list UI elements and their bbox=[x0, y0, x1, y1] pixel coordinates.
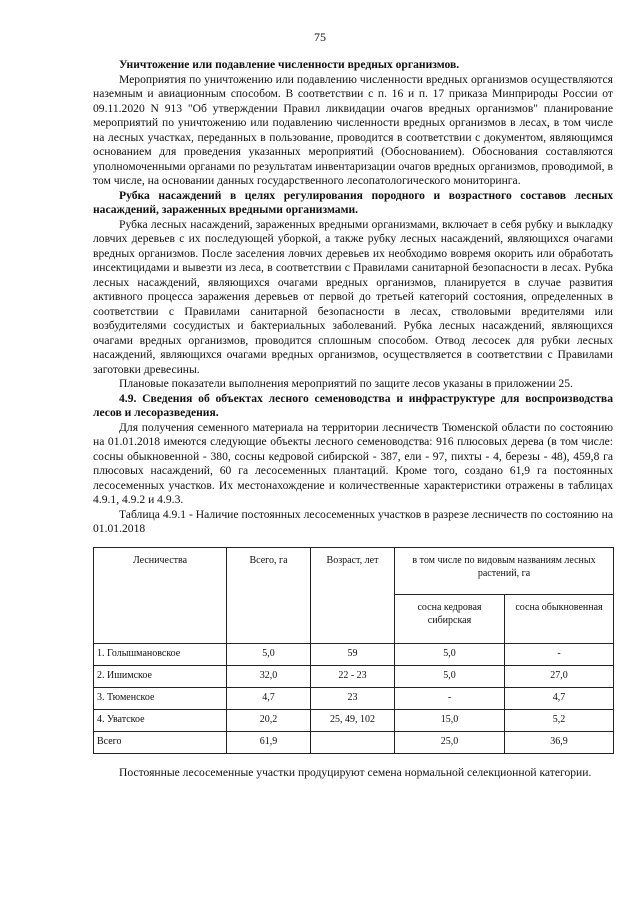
cell-age: 22 - 23 bbox=[311, 665, 395, 687]
paragraph-plan-indicators: Плановые показатели выполнения мероприятий по защите лесов указаны в приложении 25. bbox=[119, 377, 573, 390]
cell-age: 59 bbox=[311, 643, 395, 665]
table-row bbox=[94, 687, 614, 709]
paragraph-seed-objects: Для получения семенного материала на территории лесничеств Тюменской области по состоянию на 01.01.2018 имеются следующие объекты лесного семеноводства: 916 плюсовых дерева (в том числе: сосны обыкновенной - 380, сосны кедровой сибирской - 387, ели - 97, пихты - 4, березы - 48), 459,8 га плюсовых насаждений, 60 га лесосеменных плантаций. Кроме того, создано 61,9 га постоянных лесосеменных участков. Их местонахождение и количественные характеристики отражены в таблицах 4.9.1, 4.9.2 и 4.9.3. bbox=[93, 420, 613, 506]
table-row-total bbox=[94, 731, 614, 753]
cell-age: 23 bbox=[311, 687, 395, 709]
table-row bbox=[94, 643, 614, 665]
cell-total: 61,9 bbox=[227, 731, 311, 753]
cell-scots-pine: 27,0 bbox=[505, 665, 614, 687]
cell-scots-pine: 36,9 bbox=[505, 731, 614, 753]
cell-siberian-pine: 15,0 bbox=[395, 709, 505, 731]
cell-total: 4,7 bbox=[227, 687, 311, 709]
header-siberian-pine: сосна кедровая сибирская bbox=[395, 594, 505, 643]
heading-sanitary-felling: Рубка насаждений в целях регулирования породного и возрастного составов лесных насаждений, зараженных вредными организмами. bbox=[93, 188, 613, 216]
cell-age: 25, 49, 102 bbox=[311, 709, 395, 731]
cell-total: 32,0 bbox=[227, 665, 311, 687]
header-age: Возраст, лет bbox=[311, 547, 395, 643]
header-species-group: в том числе по видовым названиям лесных растений, га bbox=[395, 547, 614, 594]
cell-siberian-pine: 25,0 bbox=[395, 731, 505, 753]
header-scots-pine: сосна обыкновенная bbox=[505, 594, 614, 643]
paragraph-sanitary-felling: Рубка лесных насаждений, зараженных вредными организмами, включает в себя рубку и выкладку ловчих деревьев с их последующей уборкой, а также рубку лесных насаждений, являющихся очагами вредных организмов. После заселения ловчих деревьев их необходимо вовремя окорить или обработать инсектицидами и вывезти из леса, в соответствии с Правилами санитарной безопасности в лесах. Рубка лесных насаждений, являющихся очагами вредных организмов, планируется в случае развития активного процесса заражения деревьев от первой до третьей категорий состояния, определенных в соответствии с Правилами санитарной безопасности в лесах, стволовыми вредителями или возбудителями сосудистых и бактериальных заболеваний. Рубка лесных насаждений, являющихся очагами вредных организмов, проводится сплошным способом. Отвод лесосек для рубки лесных насаждений, являющихся очагами вредных организмов, осуществляется в соответствии с Правилами заготовки древесины. bbox=[93, 217, 613, 376]
section-number: 4.9. bbox=[119, 391, 137, 405]
cell-forestry: 2. Ишимское bbox=[94, 665, 227, 687]
table-row bbox=[94, 709, 614, 731]
cell-siberian-pine: 5,0 bbox=[395, 643, 505, 665]
cell-forestry: Всего bbox=[94, 731, 227, 753]
cell-age bbox=[311, 731, 395, 753]
paragraph-pest-control: Мероприятия по уничтожению или подавлению численности вредных организмов осуществляются наземным и авиационным способом. В соответствии с п. 16 и п. 17 приказа Минприроды России от 09.11.2020 N 913 "Об утверждении Правил ликвидации очагов вредных организмов" планирование мероприятий по уничтожению или подавлению численности вредных организмов в лесах, в том числе на лесных участках, переданных в пользование, проводится в соответствии с документом, являющимся основанием для проведения указанных мероприятий (Обоснованием). Обоснования составляются уполномоченными органами по результатам инвентаризации очагов вредных организмов, проводимой, в том числе, на основании данных государственного лесопатологического мониторинга. bbox=[93, 72, 613, 187]
cell-forestry: 4. Уватское bbox=[94, 709, 227, 731]
header-forestry: Лесничества bbox=[94, 547, 227, 643]
paragraph-closing: Постоянные лесосеменные участки продуцируют семена нормальной селекционной категории. bbox=[119, 765, 592, 779]
cell-total: 20,2 bbox=[227, 709, 311, 731]
table-caption: Таблица 4.9.1 - Наличие постоянных лесосеменных участков в разрезе лесничеств по состоянию на 01.01.2018 bbox=[93, 507, 613, 535]
cell-siberian-pine: - bbox=[395, 687, 505, 709]
cell-forestry: 1. Голышмановское bbox=[94, 643, 227, 665]
cell-siberian-pine: 5,0 bbox=[395, 665, 505, 687]
table-row bbox=[94, 665, 614, 687]
cell-scots-pine: - bbox=[505, 643, 614, 665]
section-heading bbox=[93, 392, 613, 421]
cell-scots-pine: 5,2 bbox=[505, 709, 614, 731]
cell-scots-pine: 4,7 bbox=[505, 687, 614, 709]
section-title: Сведения об объектах лесного семеноводства и инфраструктуре для воспроизводства лесов и лесоразведения. bbox=[93, 391, 613, 419]
seed-plots-table bbox=[93, 547, 614, 754]
page-body bbox=[93, 58, 613, 780]
header-total: Всего, га bbox=[227, 547, 311, 643]
page-number: 75 bbox=[314, 30, 326, 44]
cell-forestry: 3. Тюменское bbox=[94, 687, 227, 709]
cell-total: 5,0 bbox=[227, 643, 311, 665]
heading-pest-control: Уничтожение или подавление численности вредных организмов. bbox=[119, 58, 460, 71]
